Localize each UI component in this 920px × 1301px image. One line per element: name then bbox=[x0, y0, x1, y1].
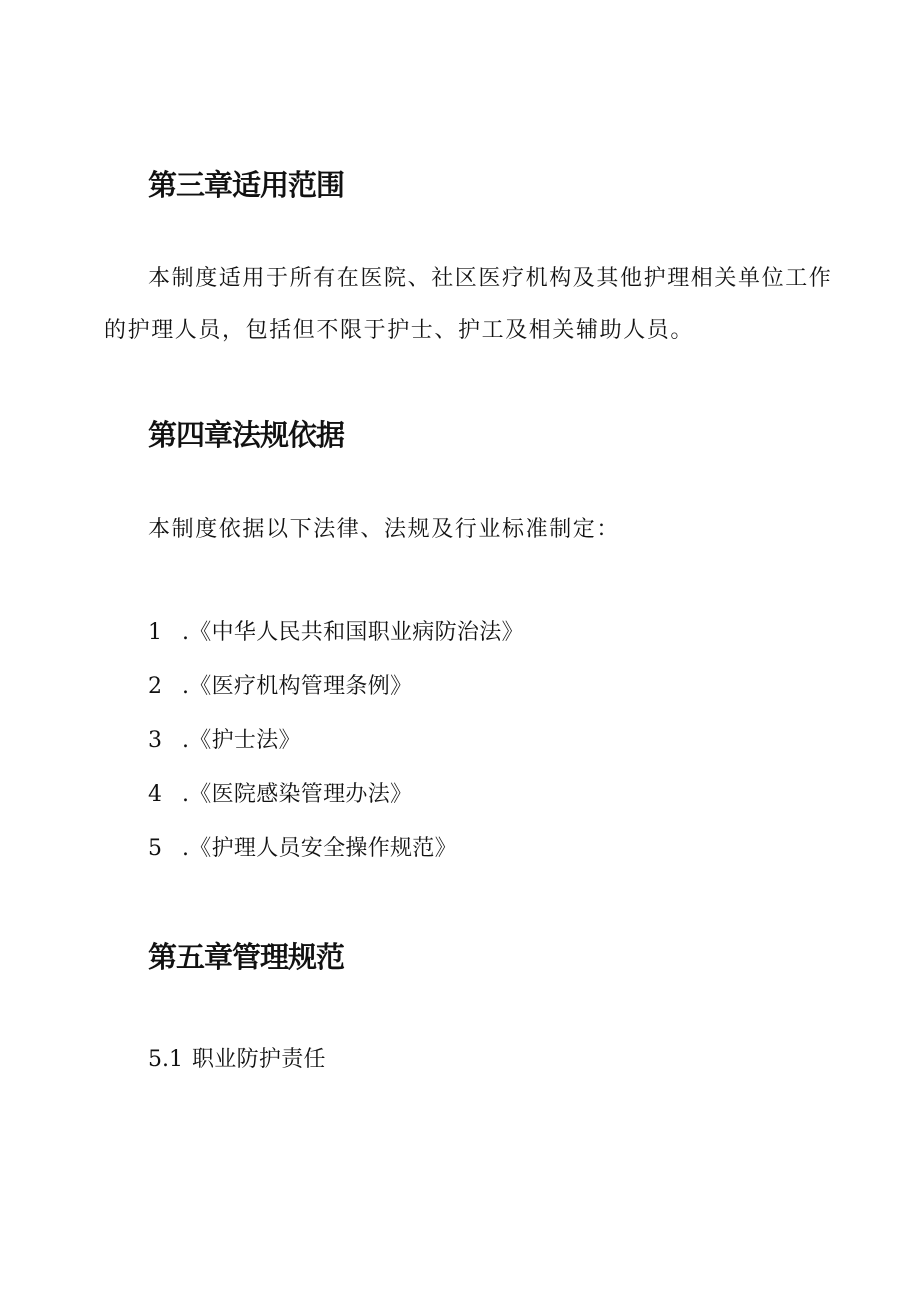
list-item-number: 1 bbox=[148, 620, 163, 645]
list-item-number: 5 bbox=[148, 836, 163, 861]
list-item-text: .《医疗机构管理条例》 bbox=[182, 674, 413, 699]
chapter4-heading: 第四章法规依据 bbox=[148, 418, 345, 452]
list-item-text: .《护理人员安全操作规范》 bbox=[182, 836, 457, 861]
chapter4-intro: 本制度依据以下法律、法规及行业标准制定： bbox=[148, 517, 621, 542]
section-heading bbox=[148, 1049, 326, 1071]
law-list-item bbox=[148, 784, 412, 806]
chapter5-heading: 第五章管理规范 bbox=[148, 940, 345, 974]
chapter3-heading: 第三章适用范围 bbox=[148, 168, 345, 202]
section-title: 职业防护责任 bbox=[192, 1047, 326, 1072]
list-item-text: .《中华人民共和国职业病防治法》 bbox=[182, 620, 524, 645]
law-list-item bbox=[148, 838, 457, 860]
chapter3-paragraph-line1: 本制度适用于所有在医院、社区医疗机构及其他护理相关单位工作 bbox=[148, 266, 833, 291]
list-item-number: 4 bbox=[148, 782, 163, 807]
list-item-text: .《医院感染管理办法》 bbox=[182, 782, 413, 807]
list-item-number: 3 bbox=[148, 728, 163, 753]
section-number: 5.1 bbox=[148, 1047, 183, 1072]
law-list-item bbox=[148, 622, 524, 644]
list-item-text: .《护士法》 bbox=[182, 728, 301, 753]
list-item-number: 2 bbox=[148, 674, 163, 699]
law-list-item bbox=[148, 676, 412, 698]
law-list-item bbox=[148, 730, 301, 752]
chapter3-paragraph-line2: 的护理人员，包括但不限于护士、护工及相关辅助人员。 bbox=[104, 318, 695, 343]
